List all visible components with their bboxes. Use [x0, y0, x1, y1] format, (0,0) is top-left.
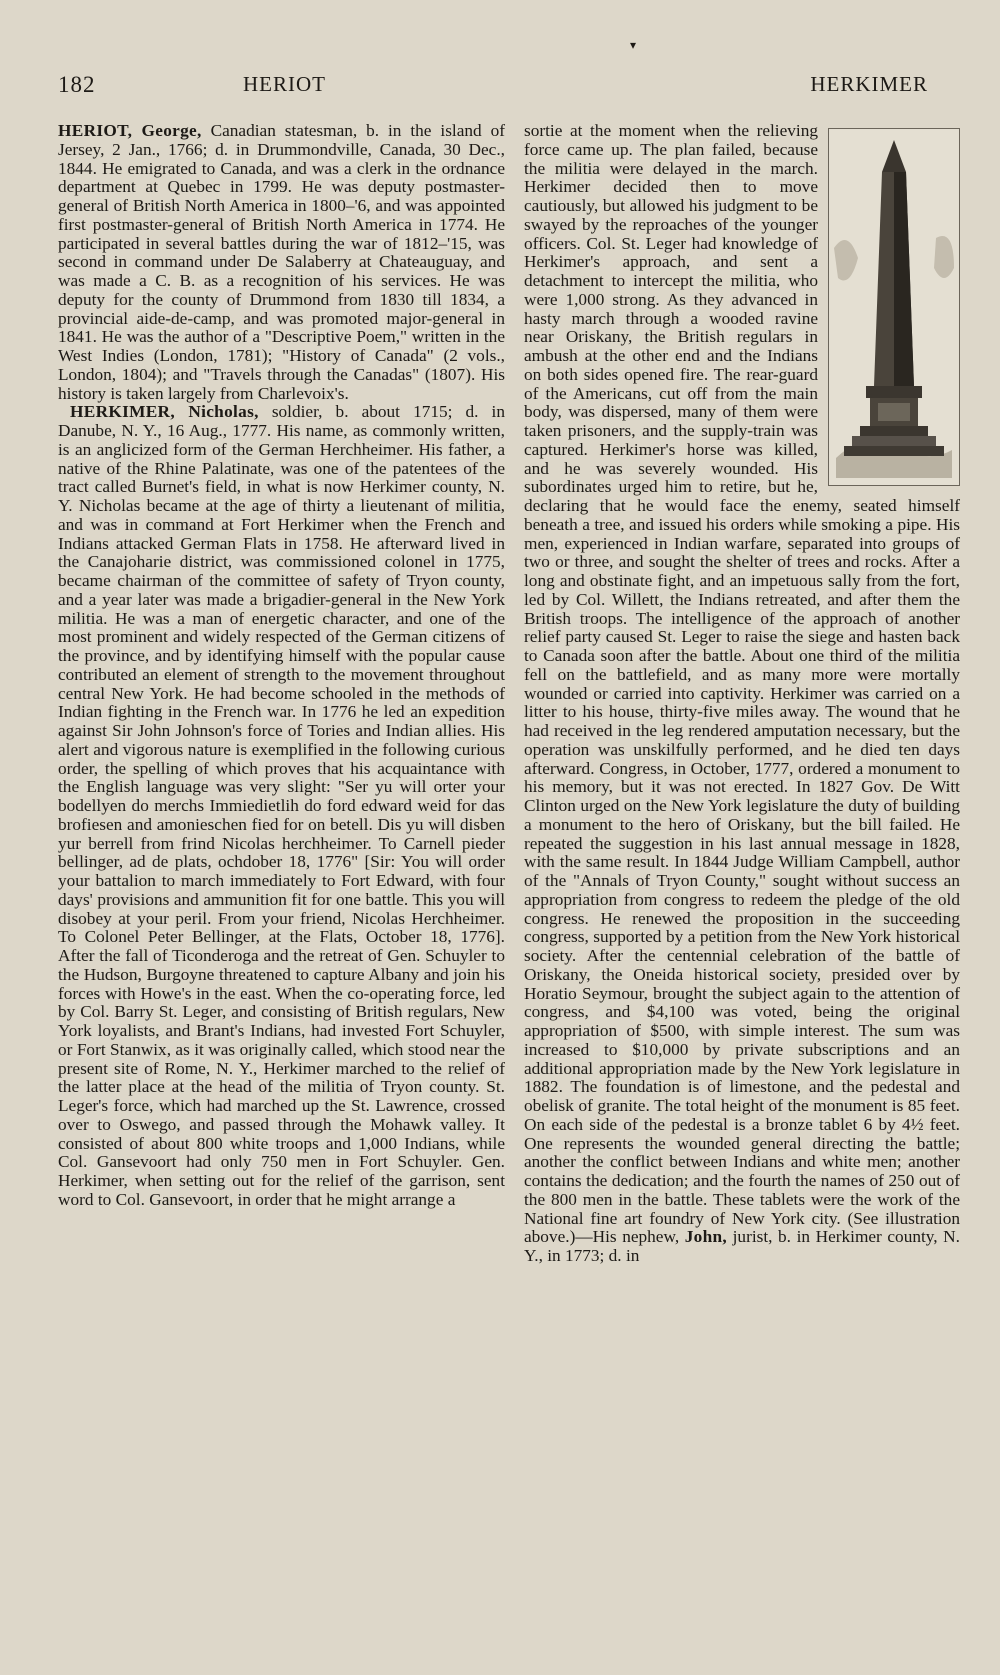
entry-heading-herkimer: HERKIMER, Nicholas, [70, 402, 259, 422]
ink-mark: ▾ [630, 38, 637, 52]
entry-heading-heriot: HERIOT, George, [58, 121, 202, 140]
entry-text-nephew: jurist, b. in Herkimer county, N. Y., in 1773; d. in [524, 1227, 960, 1265]
entry-heriot [58, 122, 505, 403]
left-column [58, 122, 505, 1210]
entry-text-herkimer-continued: sortie at the moment when the relieving force came up. The plan failed, because the militia were delayed in the march. Herkimer decided then to move cautiously, but allowed his judgment to be swayed by the reproaches of the younger officers. Col. St. Leger had knowledge of Herkimer's approach, and sent a detachment to intercept the militia, who were 1,000 strong. As they advanced in hasty march through a wooded ravine near Oriskany, the British regulars in ambush at the other end and the Indians on both sides opened fire. The rear-guard of the Americans, cut off from the main body, was dispersed, many of them were taken prisoners, and the supply-train was captured. Herkimer's horse was killed, and he was severely wounded. His subordinates urged him to retire, but he, declaring that he would face the enemy, seated himself beneath a tree, and issued his orders while smoking a pipe. His men, experienced in Indian warfare, separated into groups of two or three, and sought the shelter of trees and rocks. After a long and obstinate fight, and an impetuous sally from the fort, led by Col. Willett, the Indians retreated, and after them the British troops. The intelligence of the approach of another relief party caused St. Leger to raise the siege and hasten back to Canada soon after the battle. About one third of the militia fell on the battlefield, and as many more were mortally wounded or carried into captivity. Herkimer was carried on a litter to his house, thirty-five miles away. The wound that he had received in the leg rendered amputation necessary, but the operation was unskilfully performed, and he died ten days afterward. Congress, in October, 1777, ordered a monument to his memory, but it was not erected. In 1827 Gov. De Witt Clinton urged on the New York legislature the duty of building a monument to the hero of Oriskany, but the bill failed. He repeated the suggestion in his last annual message in 1828, with the same result. In 1844 Judge William Campbell, author of the "Annals of Tryon County," sought without success an appropriation from congress to redeem the pledge of the old congress. He renewed the proposition in the succeeding congress, supported by a petition from the New York historical society. After the centennial celebration of the battle of Oriskany, the Oneida historical society, presided over by Horatio Seymour, brought the subject again to the attention of congress, and $4,100 was voted, being the original appropriation of $500, with simple interest. The sum was increased to $10,000 by private subscriptions and an additional appropriation made by the New York legislature in 1882. The foundation is of limestone, and the pedestal and obelisk of granite. The total height of the monument is 85 feet. On each side of the pedestal is a bronze tablet 6 by 4½ feet. One represents the wounded general directing the battle; another the conflict between Indians and white men; another contains the dedication; and the fourth the names of 250 out of the 800 men in the battle. These tablets were the work of the National fine art foundry of New York city. (See illustration above.)—His nephew, [524, 121, 960, 1247]
entry-text-herkimer-left: soldier, b. about 1715; d. in Danube, N. Y., 16 Aug., 1777. His name, as commonly written, is an anglicized form of the German Herchheimer. His father, a native of the Rhine Palatinate, was one of the patentees of the tract called Burnet's field, in what is now Herkimer county, N. Y. Nicholas became at the age of thirty a lieutenant of militia, and was in command at Fort Herkimer when the French and Indians attacked German Flats in 1758. He afterward lived in the Canajoharie district, was commissioned colonel in 1775, became chairman of the committee of safety of Tryon county, and a year later was made a brigadier-general in the New York militia. He was a man of energetic character, and one of the most prominent and widely respected of the German citizens of the province, and by identifying himself with the popular cause contributed an element of strength to the movement throughout central New York. He had become schooled in the methods of Indian fighting in the French war. In 1776 he led an expedition against Sir John Johnson's force of Tories and Indian allies. His alert and vigorous nature is exemplified in the following curious order, the spelling of which proves that his acquaintance with the English language was very slight: "Ser yu will orter your bodellyen do merchs Immiedietlih do ford edward weid for das brofiesen and amonieschen fied for on betell. Dis yu will disben yur berrell from frind Nicolas herchheimer. To Carnell pieder bellinger, ad de plats, ochdober 18, 1776" [Sir: You will order your battalion to march immediately to Fort Edward, with four days' provisions and ammunition fit for one battle. This you will disobey at your peril. From your friend, Nicolas Herchheimer. To Colonel Peter Bellinger, at the Flats, October 18, 1776]. After the fall of Ticonderoga and the retreat of Gen. Schuyler to the Hudson, Burgoyne threatened to capture Albany and join his forces with Howe's in the east. When the co-operating force, led by Col. Barry St. Leger, and consisting of British regulars, New York loyalists, and Brant's Indians, had invested Fort Schuyler, or Fort Stanwix, as it was originally called, which stood near the present site of Rome, N. Y., Herkimer marched to the relief of the latter place at the head of the militia of Tryon county. St. Leger's force, which had marched up the St. Lawrence, crossed over to Oswego, and passed through the Mohawk valley. It consisted of about 800 white troops and 1,000 Indians, while Col. Gansevoort had only 750 men in Fort Schuyler. Gen. Herkimer, when setting out for the relief of the garrison, sent word to Col. Gansevoort, in order that he might arrange a [58, 402, 505, 1209]
page-number: 182 [58, 72, 96, 97]
right-column [524, 122, 960, 1266]
entry-heading-nephew: John, [684, 1227, 728, 1247]
obelisk-monument-icon [828, 128, 960, 486]
running-head [58, 72, 928, 98]
running-head-right: HERKIMER [810, 72, 928, 96]
entry-text-heriot: Canadian statesman, b. in the island of Jersey, 2 Jan., 1766; d. in Drummondville, Canada, 30 Dec., 1844. He emigrated to Canada, and was a clerk in the ordnance department at Quebec in 1799. He was deputy postmaster-general of British North America in 1800–'6, and was appointed first postmaster-general of British North America in 1774. He participated in several battles during the war of 1812–'15, was second in command under De Salaberry at Chateauguay, and was made a C. B. as a recognition of his services. He was deputy for the county of Drummond from 1830 till 1834, a provincial aide-de-camp, and was promoted major-general in 1841. He was the author of a "Descriptive Poem," written in the West Indies (London, 1781); "History of Canada" (2 vols., London, 1804); and "Travels through the Canadas" (1807). His history is taken largely from Charlevoix's. [58, 121, 505, 403]
entry-herkimer [58, 403, 505, 1209]
running-head-left: HERIOT [243, 72, 326, 96]
